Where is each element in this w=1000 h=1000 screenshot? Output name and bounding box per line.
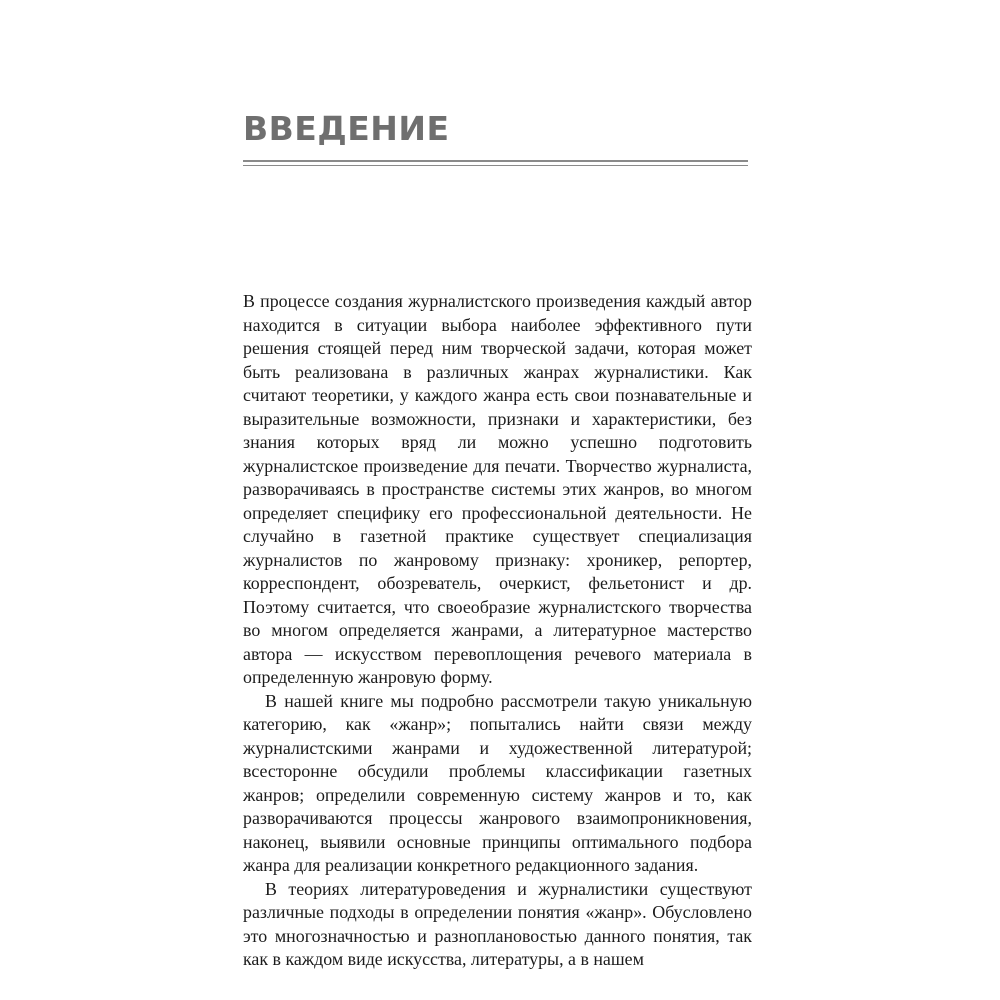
chapter-title: ВВЕДЕНИЕ (243, 109, 450, 148)
paragraph-2: В нашей книге мы подробно рассмотрели такую уникальную категорию, как «жанр»; попытались найти связи между журналистскими жанрами и художественной литературой; всесторонне обсудили проблемы классификации газетных жанров; определили современную систему жанров и то, как разворачиваются процессы жанрового взаимопроникновения, наконец, выявили основные принципы оптимального подбора жанра для реализации конкретного редакционного задания. (243, 690, 752, 875)
title-rule-bottom (243, 165, 748, 166)
body-text (243, 290, 752, 972)
paragraph-3: В теориях литературоведения и журналистики существуют различные подходы в определении понятия «жанр». Обусловлено это многозначностью и разноплановостью данного понятия, так как в каждом виде искусства, литературы, а в нашем (243, 878, 752, 969)
title-rule-top (243, 160, 748, 162)
paragraph-1: В процессе создания журналистского произведения каждый автор находится в ситуации выбора наиболее эффективного пути решения стоящей перед ним творческой задачи, которая может быть реализована в различных жанрах журналистики. Как считают теоретики, у каждого жанра есть свои познавательные и выразительные возможности, признаки и характеристики, без знания которых вряд ли можно успешно подготовить журналистское произведение для печати. Творчество журналиста, разворачиваясь в пространстве системы этих жанров, во многом определяет специфику его профессиональной деятельности. Не случайно в газетной практике существует специализация журналистов по жанровому признаку: хроникер, репортер, корреспондент, обозреватель, очеркист, фельетонист и др. Поэтому считается, что своеобразие журналистского творчества во многом определяется жанрами, а литературное мастерство автора — искусством перевоплощения речевого материала в определенную жанровую форму. (243, 291, 752, 687)
